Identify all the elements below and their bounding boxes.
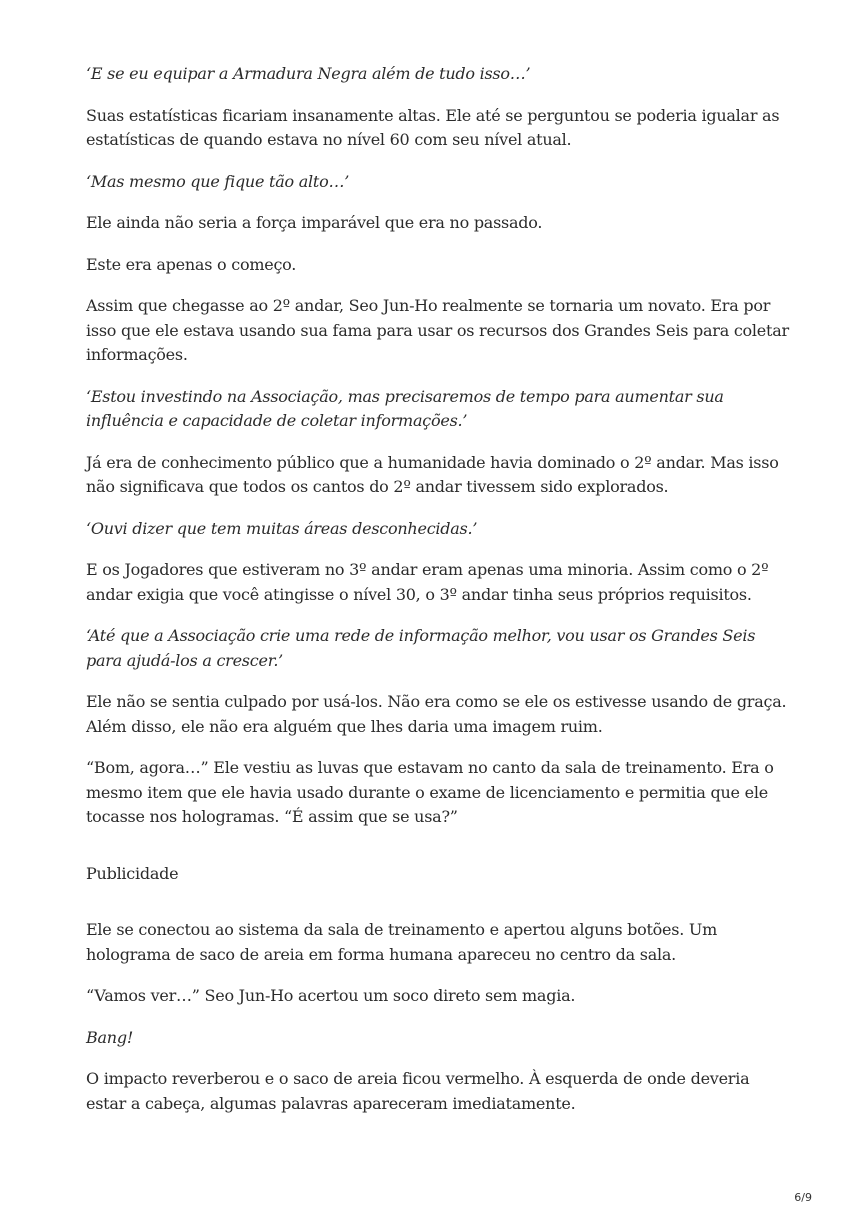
paragraph-thought: ‘Estou investindo na Associação, mas precisaremos de tempo para aumentar sua influência e capacidade de coletar informações.’ <box>86 386 724 430</box>
document-body <box>86 62 791 1133</box>
paragraph: Ele ainda não seria a força imparável que era no passado. <box>86 213 543 232</box>
paragraph: Suas estatísticas ficariam insanamente altas. Ele até se perguntou se poderia igualar as estatísticas de quando estava no nível 60 com seu nível atual. <box>86 105 780 149</box>
paragraph-dialogue: “Bom, agora…” Ele vestiu as luvas que estavam no canto da sala de treinamento. Era o mesmo item que ele havia usado durante o exame de licenciamento e permitia que ele tocasse nos hologramas. “É assim que se usa?” <box>86 758 774 826</box>
page-number: 6/9 <box>794 1191 812 1204</box>
advertisement-label: Publicidade <box>86 863 179 883</box>
paragraph: O impacto reverberou e o saco de areia ficou vermelho. À esquerda de onde deveria estar a cabeça, algumas palavras apareceram imediatamente. <box>86 1069 750 1113</box>
paragraph-sound-effect: Bang! <box>86 1027 134 1047</box>
paragraph: Assim que chegasse ao 2º andar, Seo Jun-Ho realmente se tornaria um novato. Era por isso que ele estava usando sua fama para usar os recursos dos Grandes Seis para coletar informações. <box>86 296 789 364</box>
paragraph: E os Jogadores que estiveram no 3º andar eram apenas uma minoria. Assim como o 2º andar exigia que você atingisse o nível 30, o 3º andar tinha seus próprios requisitos. <box>86 560 769 604</box>
paragraph-thought: ‘Ouvi dizer que tem muitas áreas desconhecidas.’ <box>86 518 478 538</box>
paragraph: Ele não se sentia culpado por usá-los. Não era como se ele os estivesse usando de graça. Além disso, ele não era alguém que lhes daria uma imagem ruim. <box>86 692 787 736</box>
paragraph-thought: ‘Até que a Associação crie uma rede de informação melhor, vou usar os Grandes Seis para ajudá-los a crescer.’ <box>86 626 756 670</box>
paragraph: Já era de conhecimento público que a humanidade havia dominado o 2º andar. Mas isso não significava que todos os cantos do 2º andar tivessem sido explorados. <box>86 452 779 496</box>
paragraph-thought: ‘Mas mesmo que fique tão alto…’ <box>86 171 350 191</box>
paragraph: Ele se conectou ao sistema da sala de treinamento e apertou alguns botões. Um holograma de saco de areia em forma humana apareceu no centro da sala. <box>86 920 718 964</box>
paragraph-thought: ‘E se eu equipar a Armadura Negra além de tudo isso…’ <box>86 64 531 83</box>
paragraph: Este era apenas o começo. <box>86 254 297 274</box>
paragraph-dialogue: “Vamos ver…” Seo Jun-Ho acertou um soco direto sem magia. <box>86 986 576 1005</box>
